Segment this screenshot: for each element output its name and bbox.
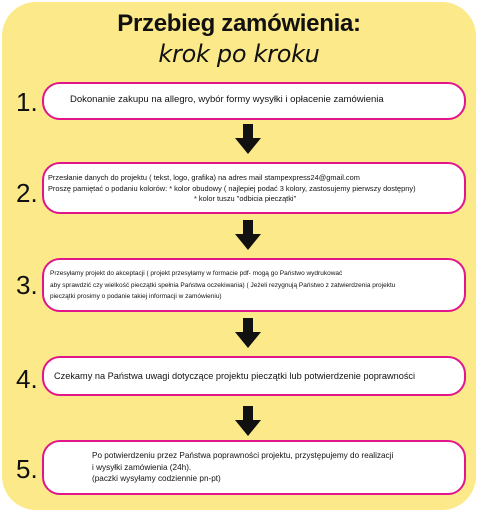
arrow-down-icon	[235, 318, 261, 348]
step-3-number: 3.	[16, 270, 38, 300]
step-4-text: Czekamy na Państwa uwagi dotyczące projektu pieczątki lub potwierdzenie poprawności	[54, 371, 416, 381]
step-2-text-line: * kolor tuszu "odbicia pieczątki"	[194, 194, 297, 203]
step-4-number: 4.	[16, 364, 38, 394]
step-3-text-line: Przesyłamy projekt do akceptacji ( projekt przesyłamy w formacie pdf- mogą go Państwo wydrukować	[50, 270, 343, 277]
step-2-text-line: Przesłanie danych do projektu ( tekst, logo, grafika) na adres mail stampexpress24@gmail.com	[48, 173, 360, 182]
arrow-down-icon	[235, 220, 261, 250]
diagram-subtitle: krok po kroku	[158, 40, 320, 68]
step-5-number: 5.	[16, 454, 38, 484]
arrow-down-icon	[235, 124, 261, 154]
step-5-text-line: i wysyłki zamówienia (24h).	[92, 462, 192, 472]
step-1-number: 1.	[16, 87, 38, 117]
step-3-box	[42, 258, 466, 312]
step-2-box	[42, 162, 466, 214]
step-3-text-line: pieczątki prosimy o podanie takiej informacji w zamówieniu)	[50, 293, 222, 300]
step-5-box	[42, 440, 466, 495]
diagram-title: Przebieg zamówienia:	[117, 10, 361, 37]
step-4-box	[42, 356, 466, 396]
step-2-number: 2.	[16, 178, 38, 208]
step-5-text-line: (paczki wysyłamy codziennie pn-pt)	[92, 474, 221, 483]
arrow-down-icon	[235, 406, 261, 436]
step-5-text-line: Po potwierdzeniu przez Państwa poprawności projektu, przystępujemy do realizacji	[92, 451, 394, 460]
step-2-text-line: Proszę pamiętać o podaniu kolorów: * kolor obudowy ( najlepiej podać 3 kolory, zastosujemy pierwszy dostępny)	[48, 183, 416, 193]
step-1-text: Dokonanie zakupu na allegro, wybór formy wysyłki i opłacenie zamówienia	[70, 94, 384, 105]
step-1-box	[42, 82, 466, 120]
step-3-text-line: aby sprawdzić czy wielkość pieczątki spełnia Państwa oczekiwania) ( Jeżeli rezygnują Państwo z zatwierdzenia projektu	[50, 281, 396, 289]
